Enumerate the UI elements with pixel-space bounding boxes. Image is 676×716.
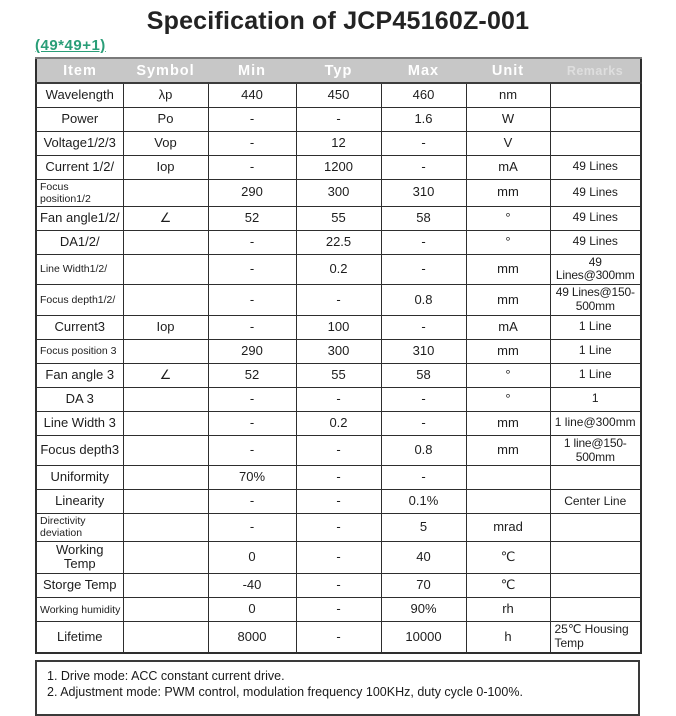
cell-min: -: [208, 131, 296, 155]
table-row: [36, 155, 641, 179]
cell-remarks: [550, 541, 641, 574]
table-row: [36, 206, 641, 230]
cell-symbol: [123, 179, 208, 206]
cell-symbol: Po: [123, 107, 208, 131]
cell-symbol: [123, 598, 208, 622]
table-row: [36, 541, 641, 574]
cell-min: 70%: [208, 466, 296, 490]
cell-item: Wavelength: [36, 83, 123, 107]
cell-max: 0.1%: [381, 490, 466, 514]
cell-min: -: [208, 490, 296, 514]
cell-remarks: 49 Lines@150-500mm: [550, 285, 641, 316]
cell-max: -: [381, 315, 466, 339]
cell-remarks: 49 Lines: [550, 206, 641, 230]
cell-max: 90%: [381, 598, 466, 622]
cell-max: 310: [381, 179, 466, 206]
cell-remarks: 1 Line: [550, 339, 641, 363]
cell-remarks: [550, 514, 641, 541]
table-row: [36, 574, 641, 598]
cell-unit: rh: [466, 598, 550, 622]
cell-max: 0.8: [381, 435, 466, 466]
cell-symbol: [123, 254, 208, 285]
cell-symbol: ∠: [123, 363, 208, 387]
column-header-max: Max: [381, 58, 466, 83]
spec-table: [35, 57, 642, 654]
cell-symbol: [123, 574, 208, 598]
column-header-item: Item: [36, 58, 123, 83]
table-row: [36, 490, 641, 514]
cell-min: 290: [208, 179, 296, 206]
cell-symbol: [123, 466, 208, 490]
cell-symbol: ∠: [123, 206, 208, 230]
cell-remarks: Center Line: [550, 490, 641, 514]
cell-typ: -: [296, 466, 381, 490]
cell-typ: 0.2: [296, 254, 381, 285]
cell-min: 8000: [208, 622, 296, 653]
note-line: 2. Adjustment mode: PWM control, modulation frequency 100KHz, duty cycle 0-100%.: [47, 684, 523, 699]
cell-min: 290: [208, 339, 296, 363]
header-row: [36, 58, 641, 83]
cell-symbol: [123, 541, 208, 574]
table-row: [36, 387, 641, 411]
cell-symbol: Vop: [123, 131, 208, 155]
table-row: [36, 435, 641, 466]
cell-typ: 0.2: [296, 411, 381, 435]
cell-typ: -: [296, 541, 381, 574]
column-header-unit: Unit: [466, 58, 550, 83]
cell-item: Fan angle 3: [36, 363, 123, 387]
column-header-typ: Typ: [296, 58, 381, 83]
cell-typ: -: [296, 107, 381, 131]
cell-max: -: [381, 411, 466, 435]
cell-item: Working humidity: [36, 598, 123, 622]
cell-min: -: [208, 435, 296, 466]
cell-min: 52: [208, 363, 296, 387]
cell-remarks: 1 line@150-500mm: [550, 435, 641, 466]
cell-max: 70: [381, 574, 466, 598]
cell-symbol: [123, 490, 208, 514]
cell-symbol: [123, 285, 208, 316]
cell-typ: -: [296, 285, 381, 316]
cell-item: Uniformity: [36, 466, 123, 490]
cell-remarks: [550, 83, 641, 107]
cell-unit: mm: [466, 285, 550, 316]
cell-max: -: [381, 230, 466, 254]
cell-typ: -: [296, 490, 381, 514]
cell-typ: -: [296, 514, 381, 541]
cell-item: Power: [36, 107, 123, 131]
table-row: [36, 285, 641, 316]
cell-unit: h: [466, 622, 550, 653]
table-row: [36, 254, 641, 285]
table-row: [36, 131, 641, 155]
cell-remarks: 49 Lines: [550, 230, 641, 254]
cell-typ: 300: [296, 179, 381, 206]
cell-item: Storge Temp: [36, 574, 123, 598]
cell-remarks: 49 Lines: [550, 155, 641, 179]
cell-remarks: [550, 466, 641, 490]
cell-unit: °: [466, 206, 550, 230]
table-row: [36, 466, 641, 490]
cell-symbol: [123, 230, 208, 254]
cell-max: 460: [381, 83, 466, 107]
cell-symbol: λp: [123, 83, 208, 107]
cell-symbol: [123, 411, 208, 435]
cell-remarks: [550, 107, 641, 131]
cell-unit: mA: [466, 315, 550, 339]
cell-unit: mm: [466, 179, 550, 206]
cell-max: 0.8: [381, 285, 466, 316]
table-row: [36, 622, 641, 653]
cell-remarks: 49 Lines@300mm: [550, 254, 641, 285]
cell-max: 1.6: [381, 107, 466, 131]
table-row: [36, 230, 641, 254]
cell-symbol: [123, 622, 208, 653]
cell-typ: -: [296, 622, 381, 653]
cell-typ: 300: [296, 339, 381, 363]
column-header-symbol: Symbol: [123, 58, 208, 83]
cell-min: -: [208, 285, 296, 316]
cell-unit: mA: [466, 155, 550, 179]
cell-unit: [466, 466, 550, 490]
cell-min: 0: [208, 598, 296, 622]
cell-min: -: [208, 387, 296, 411]
cell-typ: -: [296, 435, 381, 466]
cell-min: -: [208, 514, 296, 541]
cell-max: 5: [381, 514, 466, 541]
cell-unit: mrad: [466, 514, 550, 541]
cell-typ: 100: [296, 315, 381, 339]
cell-max: 58: [381, 206, 466, 230]
cell-symbol: [123, 514, 208, 541]
cell-unit: mm: [466, 435, 550, 466]
table-row: [36, 411, 641, 435]
cell-item: Voltage1/2/3: [36, 131, 123, 155]
cell-unit: nm: [466, 83, 550, 107]
cell-max: -: [381, 466, 466, 490]
cell-min: -40: [208, 574, 296, 598]
cell-min: -: [208, 155, 296, 179]
cell-item: Current 1/2/: [36, 155, 123, 179]
cell-item: Lifetime: [36, 622, 123, 653]
cell-item: Line Width1/2/: [36, 254, 123, 285]
cell-item: Focus position1/2: [36, 179, 123, 206]
table-row: [36, 598, 641, 622]
cell-typ: 450: [296, 83, 381, 107]
cell-max: 310: [381, 339, 466, 363]
table-row: [36, 339, 641, 363]
spec-table-header: [36, 58, 641, 83]
table-row: [36, 514, 641, 541]
note-line: 1. Drive mode: ACC constant current drive.: [47, 669, 285, 683]
cell-item: Focus position 3: [36, 339, 123, 363]
cell-item: Fan angle1/2/: [36, 206, 123, 230]
cell-max: -: [381, 131, 466, 155]
cell-symbol: [123, 339, 208, 363]
cell-remarks: 49 Lines: [550, 179, 641, 206]
cell-min: -: [208, 411, 296, 435]
page-title: Specification of JCP45160Z-001: [146, 7, 530, 35]
cell-min: -: [208, 107, 296, 131]
cell-typ: 55: [296, 363, 381, 387]
cell-remarks: [550, 574, 641, 598]
cell-remarks: 1 Line: [550, 315, 641, 339]
notes-box: [35, 660, 640, 716]
cell-item: DA1/2/: [36, 230, 123, 254]
cell-max: 10000: [381, 622, 466, 653]
cell-typ: 1200: [296, 155, 381, 179]
cell-unit: ℃: [466, 574, 550, 598]
cell-unit: °: [466, 387, 550, 411]
table-row: [36, 83, 641, 107]
cell-min: -: [208, 230, 296, 254]
cell-max: -: [381, 254, 466, 285]
table-row: [36, 363, 641, 387]
cell-symbol: Iop: [123, 315, 208, 339]
cell-min: 52: [208, 206, 296, 230]
cell-typ: 12: [296, 131, 381, 155]
cell-unit: [466, 490, 550, 514]
cell-remarks: [550, 598, 641, 622]
column-header-min: Min: [208, 58, 296, 83]
cell-min: -: [208, 315, 296, 339]
cell-typ: 22.5: [296, 230, 381, 254]
cell-unit: mm: [466, 254, 550, 285]
cell-remarks: 1 line@300mm: [550, 411, 641, 435]
cell-unit: mm: [466, 411, 550, 435]
cell-unit: ℃: [466, 541, 550, 574]
cell-unit: °: [466, 363, 550, 387]
cell-max: 40: [381, 541, 466, 574]
cell-remarks: [550, 131, 641, 155]
cell-symbol: Iop: [123, 155, 208, 179]
cell-typ: -: [296, 387, 381, 411]
cell-max: 58: [381, 363, 466, 387]
cell-remarks: 1: [550, 387, 641, 411]
cell-item: DA 3: [36, 387, 123, 411]
cell-unit: °: [466, 230, 550, 254]
cell-item: Directivity deviation: [36, 514, 123, 541]
cell-item: Linearity: [36, 490, 123, 514]
table-row: [36, 107, 641, 131]
cell-item: Focus depth3: [36, 435, 123, 466]
cell-unit: W: [466, 107, 550, 131]
spec-table-body: [36, 83, 641, 653]
cell-typ: 55: [296, 206, 381, 230]
cell-item: Current3: [36, 315, 123, 339]
cell-min: -: [208, 254, 296, 285]
cell-unit: V: [466, 131, 550, 155]
cell-symbol: [123, 387, 208, 411]
cell-remarks: 25℃ Housing Temp: [550, 622, 641, 653]
cell-max: -: [381, 387, 466, 411]
cell-max: -: [381, 155, 466, 179]
cell-symbol: [123, 435, 208, 466]
cell-remarks: 1 Line: [550, 363, 641, 387]
table-row: [36, 179, 641, 206]
cell-min: 440: [208, 83, 296, 107]
cell-item: Working Temp: [36, 541, 123, 574]
array-config-label: (49*49+1): [35, 37, 106, 54]
cell-min: 0: [208, 541, 296, 574]
column-header-remarks: Remarks: [550, 58, 641, 83]
cell-item: Line Width 3: [36, 411, 123, 435]
cell-typ: -: [296, 574, 381, 598]
table-row: [36, 315, 641, 339]
cell-unit: mm: [466, 339, 550, 363]
cell-typ: -: [296, 598, 381, 622]
cell-item: Focus depth1/2/: [36, 285, 123, 316]
